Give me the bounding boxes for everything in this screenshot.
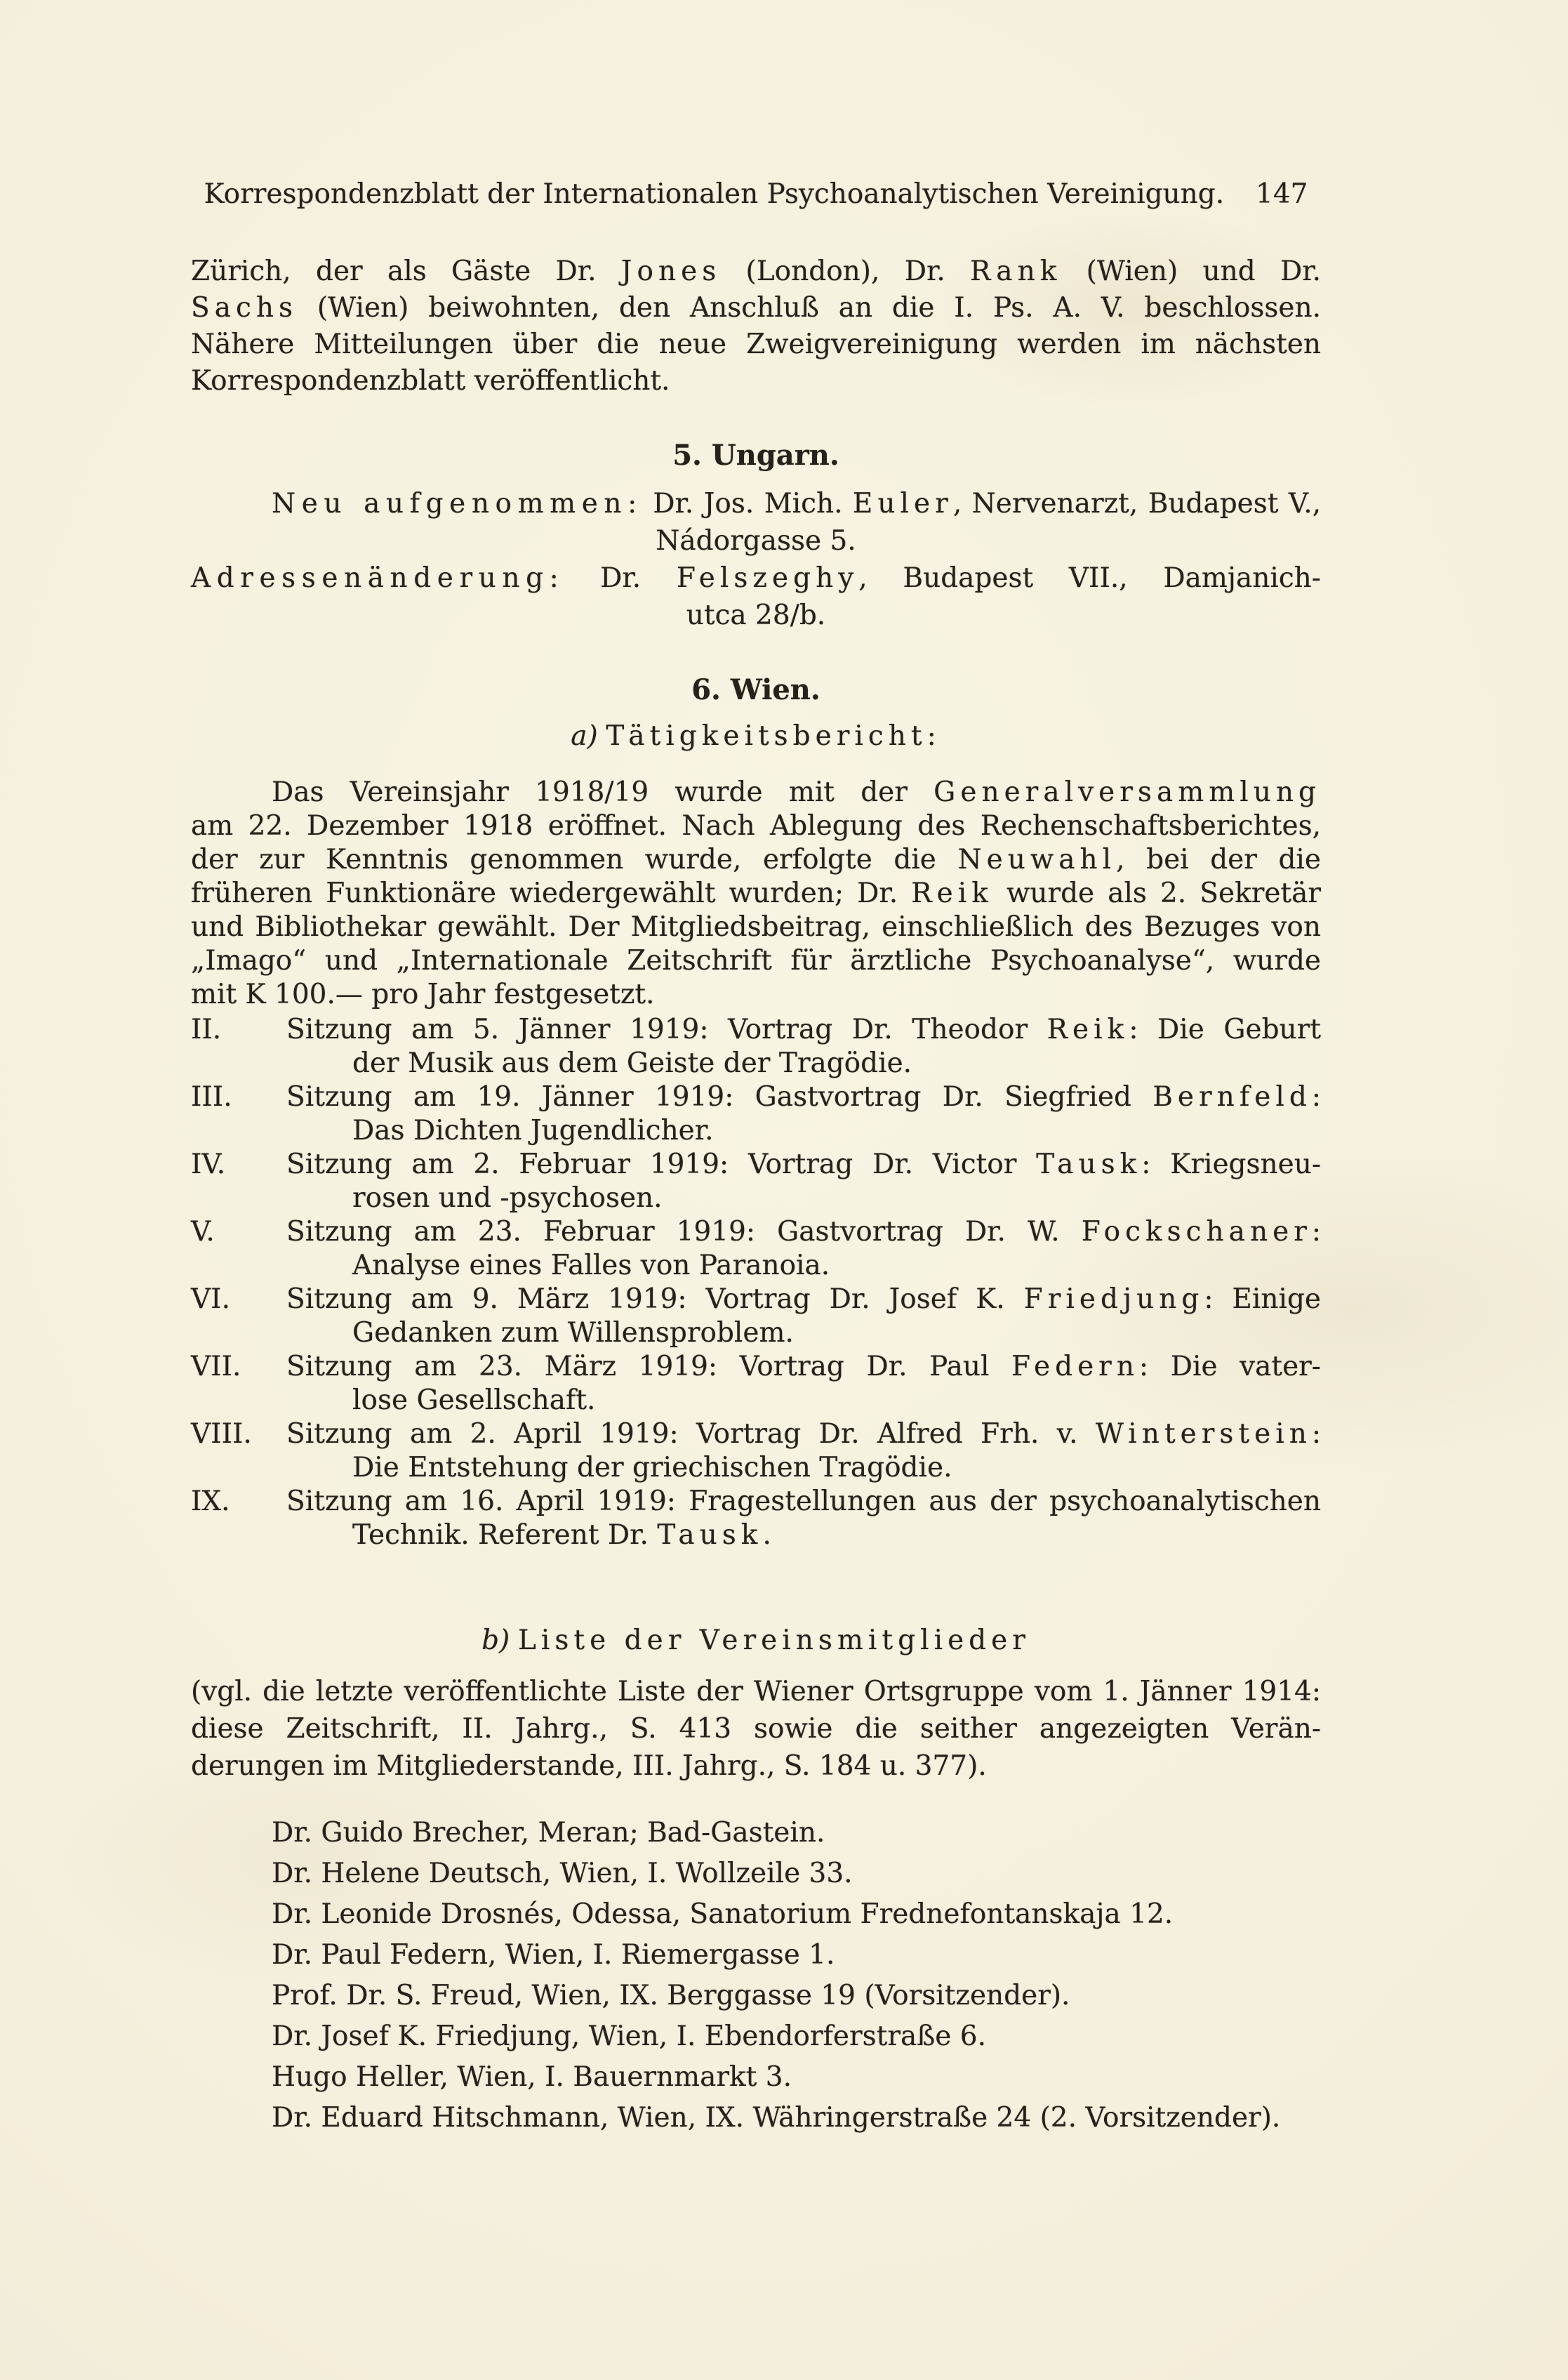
member-item: Dr. Guido Brecher, Meran; Bad-Gastein. xyxy=(272,1817,825,1849)
session-line: VII. Sitzung am 23. März 1919: Vortrag Dr. Paul Federn: Die vater- xyxy=(191,1351,1321,1382)
session-numeral: VIII. xyxy=(191,1418,252,1450)
paragraph-line: diese Zeitschrift, II. Jahrg., S. 413 sowie die seither angezeigten Verän- xyxy=(191,1713,1321,1745)
subsection-label: b) xyxy=(481,1625,510,1656)
paragraph-line: Sachs (Wien) beiwohnten, den Anschluß an die I. Ps. A. V. beschlossen. xyxy=(191,292,1321,324)
paragraph-line: am 22. Dezember 1918 eröffnet. Nach Ablegung des Rechenschaftsberichtes, xyxy=(191,810,1321,842)
paragraph-line: der zur Kenntnis genommen wurde, erfolgte die Neuwahl, bei der die xyxy=(191,844,1321,875)
member-list xyxy=(191,1813,1321,2138)
session-item xyxy=(191,1417,1321,1485)
paragraph-line: mit K 100.— pro Jahr festgesetzt. xyxy=(191,979,655,1010)
emphasized-word: Neuwahl xyxy=(957,844,1117,875)
member-item: Hugo Heller, Wien, I. Bauernmarkt 3. xyxy=(272,2061,792,2093)
session-numeral: IV. xyxy=(191,1149,226,1180)
person-name: Jones xyxy=(620,256,722,287)
session-line: rosen und -psychosen. xyxy=(352,1182,663,1214)
person-name: Sachs xyxy=(191,292,298,324)
session-list xyxy=(191,1013,1321,1552)
header-title: Korrespondenzblatt der Internationalen Psychoanalytischen Vereinigung. xyxy=(204,178,1225,210)
person-name: Winterstein xyxy=(1095,1418,1312,1450)
person-name: Fockschaner xyxy=(1081,1216,1312,1248)
subsection-heading-b xyxy=(191,1622,1321,1659)
session-item xyxy=(191,1215,1321,1283)
paragraph-line: Nähere Mitteilungen über die neue Zweigvereinigung werden im nächsten xyxy=(191,329,1321,360)
member-item: Prof. Dr. S. Freud, Wien, IX. Berggasse 19 (Vorsitzender). xyxy=(272,1980,1070,2011)
person-name: Tausk xyxy=(657,1519,763,1551)
member-item: Dr. Paul Federn, Wien, I. Riemergasse 1. xyxy=(272,1939,835,1971)
subsection-title: Liste der Vereinsmitglieder xyxy=(517,1625,1030,1656)
session-item xyxy=(191,1485,1321,1552)
paragraph-line: (vgl. die letzte veröffentlichte Liste der Wiener Ortsgruppe vom 1. Jänner 1914: xyxy=(191,1676,1321,1707)
subsection-label: a) xyxy=(571,720,598,752)
paragraph-line: Das Vereinsjahr 1918/19 wurde mit der Generalversammlung xyxy=(272,776,1321,808)
person-name: Bernfeld xyxy=(1152,1081,1312,1113)
session-line: Gedanken zum Willensproblem. xyxy=(352,1317,794,1349)
paragraph-line: und Bibliothekar gewählt. Der Mitgliedsbeitrag, einschließlich des Bezuges von xyxy=(191,911,1321,943)
entry-label: Neu aufgenommen: xyxy=(272,488,643,520)
member-item: Dr. Leonide Drosnés, Odessa, Sanatorium Frednefontanskaja 12. xyxy=(272,1898,1174,1930)
page-content xyxy=(191,0,1321,2138)
entry-neu-aufgenommen xyxy=(191,485,1321,634)
person-name: Friedjung xyxy=(1023,1283,1204,1315)
person-name: Tausk xyxy=(1036,1149,1142,1180)
session-line: III. Sitzung am 19. Jänner 1919: Gastvortrag Dr. Siegfried Bernfeld: xyxy=(191,1081,1321,1113)
section-heading-wien: 6. Wien. xyxy=(691,673,820,706)
session-line: der Musik aus dem Geiste der Tragödie. xyxy=(352,1047,912,1079)
session-item xyxy=(191,1350,1321,1417)
members-note-paragraph xyxy=(191,1673,1321,1785)
intro-paragraph xyxy=(191,253,1321,399)
person-name: Reik xyxy=(911,878,993,909)
session-numeral: II. xyxy=(191,1014,222,1045)
paragraph-line: Zürich, der als Gäste Dr. Jones (London), Dr. Rank (Wien) und Dr. xyxy=(191,256,1321,287)
session-line: IV. Sitzung am 2. Februar 1919: Vortrag Dr. Victor Tausk: Kriegsneu- xyxy=(191,1149,1322,1180)
session-numeral: VI. xyxy=(191,1283,230,1315)
running-header xyxy=(191,178,1321,210)
subsection-title: Tätigkeitsbericht: xyxy=(606,720,941,752)
page-number: 147 xyxy=(1256,178,1308,210)
member-item: Dr. Josef K. Friedjung, Wien, I. Ebendorferstraße 6. xyxy=(272,2021,986,2052)
session-line: Das Dichten Jugendlicher. xyxy=(352,1115,714,1146)
session-line: II. Sitzung am 5. Jänner 1919: Vortrag Dr. Theodor Reik: Die Geburt xyxy=(191,1014,1321,1045)
subsection-heading-a xyxy=(191,718,1321,755)
entry-continuation: Nádorgasse 5. xyxy=(656,525,856,557)
session-line: V. Sitzung am 23. Februar 1919: Gastvortrag Dr. W. Fockschaner: xyxy=(191,1216,1321,1248)
session-line: VI. Sitzung am 9. März 1919: Vortrag Dr. Josef K. Friedjung: Einige xyxy=(191,1283,1321,1315)
person-name: Reik xyxy=(1047,1014,1129,1045)
paragraph-line: „Imago“ und „Internationale Zeitschrift für ärztliche Psychoanalyse“, wurde xyxy=(191,945,1321,977)
person-name: Euler xyxy=(852,488,953,520)
session-line: Analyse eines Falles von Paranoia. xyxy=(352,1250,830,1281)
session-item xyxy=(191,1013,1321,1080)
person-name: Federn xyxy=(1011,1351,1139,1382)
section-heading-ungarn: 5. Ungarn. xyxy=(672,439,839,472)
entry-label: Adressenänderung: xyxy=(191,562,565,594)
paragraph-line: derungen im Mitgliederstande, III. Jahrg., S. 184 u. 377). xyxy=(191,1750,987,1782)
person-name: Felszeghy xyxy=(676,562,859,594)
session-line: Die Entstehung der griechischen Tragödie. xyxy=(352,1452,952,1483)
session-item xyxy=(191,1148,1321,1215)
emphasized-word: Generalversammlung xyxy=(934,776,1321,808)
paragraph-line: Korrespondenzblatt veröffentlicht. xyxy=(191,365,670,397)
session-line: lose Gesellschaft. xyxy=(352,1384,596,1416)
member-item: Dr. Eduard Hitschmann, Wien, IX. Währingerstraße 24 (2. Vorsitzender). xyxy=(272,2102,1281,2134)
session-line: IX. Sitzung am 16. April 1919: Fragestellungen aus der psychoanalytischen xyxy=(191,1486,1321,1517)
entry-line: Adressenänderung: Dr. Felszeghy, Budapest VII., Damjanich- xyxy=(191,562,1321,594)
member-item: Dr. Helene Deutsch, Wien, I. Wollzeile 33. xyxy=(272,1858,853,1889)
session-line: Technik. Referent Dr. Tausk. xyxy=(352,1519,771,1551)
session-numeral: V. xyxy=(191,1216,215,1248)
person-name: Rank xyxy=(970,256,1062,287)
session-numeral: IX. xyxy=(191,1486,230,1517)
session-item xyxy=(191,1283,1321,1350)
entry-line: Neu aufgenommen: Dr. Jos. Mich. Euler, Nervenarzt, Budapest V., xyxy=(272,488,1322,520)
session-numeral: VII. xyxy=(191,1351,241,1382)
session-numeral: III. xyxy=(191,1081,232,1113)
paragraph-line: früheren Funktionäre wiedergewählt wurden; Dr. Reik wurde als 2. Sekretär xyxy=(191,878,1321,909)
activity-report-paragraph xyxy=(191,776,1321,1012)
session-line: VIII. Sitzung am 2. April 1919: Vortrag Dr. Alfred Frh. v. Winterstein: xyxy=(191,1418,1321,1450)
session-item xyxy=(191,1080,1321,1148)
entry-continuation: utca 28/b. xyxy=(686,600,826,631)
